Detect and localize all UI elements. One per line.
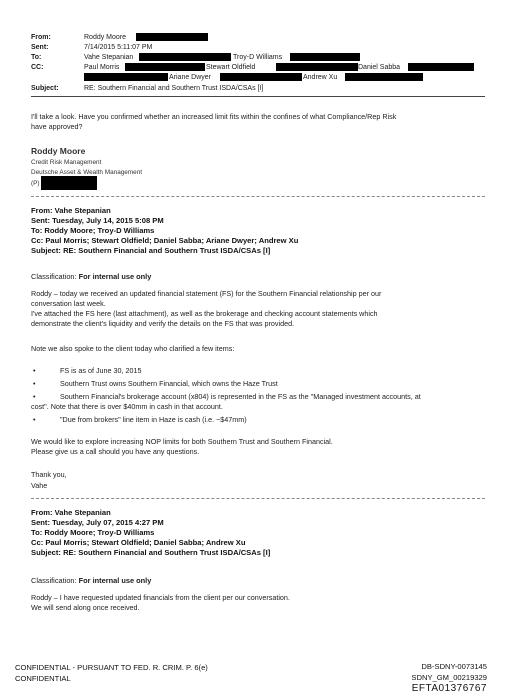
footer-bates-1: DB-SDNY-0073145 <box>421 662 487 671</box>
message-2-p2: Note we also spoke to the client today who clarified a few items: <box>31 344 235 353</box>
message-3-cc: Cc: Paul Morris; Stewart Oldfield; Daniel Sabba; Andrew Xu <box>31 538 246 547</box>
redaction-box <box>290 53 360 61</box>
classification-label: Classification: <box>31 576 79 585</box>
message-2-p1-line-4: demonstrate the client's liquidity and verify the details on the FS that was provided. <box>31 319 295 328</box>
message-3-classification <box>31 576 151 585</box>
footer-efta-number: EFTA01376767 <box>411 683 487 694</box>
message-2-subject: Subject: RE: Southern Financial and Southern Trust ISDA/CSAs [I] <box>31 246 271 255</box>
message-2-to: To: Roddy Moore; Troy-D Williams <box>31 226 155 235</box>
message-2-p1-line-1: Roddy – today we received an updated financial statement (FS) for the Southern Financial relationship per our <box>31 289 382 298</box>
bullet-item-1: FS is as of June 30, 2015 <box>60 366 142 375</box>
reply-text-line-1: I'll take a look. Have you confirmed whether an increased limit fits within the confines of what Compliance/Rep Risk <box>31 112 397 121</box>
header-divider <box>31 96 485 97</box>
from-label: From: <box>31 34 51 41</box>
classification-value: For internal use only <box>78 272 152 281</box>
sent-label: Sent: <box>31 44 49 51</box>
redaction-box <box>276 63 358 71</box>
cc-value-4: Ariane Dwyer <box>169 74 212 81</box>
message-2-from: From: Vahe Stepanian <box>31 206 111 215</box>
cc-value-3: Daniel Sabba <box>358 64 401 71</box>
message-2-p3-line-2: Please give us a call should you have any questions. <box>31 447 200 456</box>
message-divider <box>31 498 485 499</box>
redaction-box <box>345 73 423 81</box>
signature-title: Credit Risk Management <box>31 159 102 166</box>
bullet-item-3-line-2: cost". Note that there is over $40mm in cash in that account. <box>31 402 223 411</box>
cc-label: CC: <box>31 64 44 71</box>
redaction-box <box>220 73 302 81</box>
message-2-p3-line-1: We would like to explore increasing NOP limits for both Southern Trust and Southern Financial. <box>31 437 333 446</box>
footer-confidential-notice: CONFIDENTIAL - PURSUANT TO FED. R. CRIM. P. 6(e) <box>15 663 208 672</box>
signature-org: Deutsche Asset & Wealth Management <box>31 169 143 176</box>
message-3-subject: Subject: RE: Southern Financial and Southern Trust ISDA/CSAs [I] <box>31 548 271 557</box>
message-3-from: From: Vahe Stepanian <box>31 508 111 517</box>
message-2-p1-line-2: conversation last week. <box>31 299 106 308</box>
footer-bates-2: SDNY_GM_00219329 <box>411 673 487 682</box>
classification-value: For internal use only <box>78 576 152 585</box>
message-2-classification <box>31 272 151 281</box>
message-2-sign: Vahe <box>31 481 48 490</box>
cc-value-5: Andrew Xu <box>303 74 338 81</box>
classification-label: Classification: <box>31 272 79 281</box>
redaction-box <box>139 53 231 61</box>
cc-value-2: Stewart Oldfield <box>206 64 256 71</box>
bullet-dot: • <box>33 366 36 375</box>
bullet-item-2: Southern Trust owns Southern Financial, which owns the Haze Trust <box>60 379 278 388</box>
from-value: Roddy Moore <box>84 34 127 41</box>
subject-label: Subject: <box>31 85 59 92</box>
to-label: To: <box>31 54 42 61</box>
bullet-dot: • <box>33 392 36 401</box>
message-2-p1-line-3: I've attached the FS here (last attachment), as well as the brokerage and checking account statements which <box>31 309 378 318</box>
message-3-p1-line-2: We will send along once received. <box>31 603 140 612</box>
to-value-2: Troy-D Williams <box>233 54 283 61</box>
redaction-box <box>84 73 168 81</box>
sent-value: 7/14/2015 5:11:07 PM <box>84 44 153 51</box>
reply-text-line-2: have approved? <box>31 122 83 131</box>
bullet-dot: • <box>33 415 36 424</box>
cc-value-1: Paul Morris <box>84 64 120 71</box>
redaction-box <box>41 176 97 190</box>
subject-value: RE: Southern Financial and Southern Trust ISDA/CSAs [I] <box>84 85 264 92</box>
message-3-p1-line-1: Roddy – I have requested updated financials from the client per our conversation. <box>31 593 290 602</box>
redaction-box <box>125 63 205 71</box>
bullet-dot: • <box>33 379 36 388</box>
footer-confidential: CONFIDENTIAL <box>15 674 71 683</box>
bullet-item-3-line-1: Southern Financial's brokerage account (x804) is represented in the FS as the "Managed investment accounts, at <box>60 392 421 401</box>
message-2-cc: Cc: Paul Morris; Stewart Oldfield; Daniel Sabba; Ariane Dwyer; Andrew Xu <box>31 236 299 245</box>
signature-phone-label: (P) <box>31 180 40 187</box>
message-divider <box>31 196 485 197</box>
signature-name: Roddy Moore <box>31 146 86 156</box>
bullet-item-4: "Due from brokers" line item in Haze is cash (i.e. ~$47mm) <box>60 415 247 424</box>
to-value-1: Vahe Stepanian <box>84 54 134 61</box>
message-2-sent: Sent: Tuesday, July 14, 2015 5:08 PM <box>31 216 164 225</box>
message-3-to: To: Roddy Moore; Troy-D Williams <box>31 528 155 537</box>
redaction-box <box>408 63 474 71</box>
message-3-sent: Sent: Tuesday, July 07, 2015 4:27 PM <box>31 518 164 527</box>
redaction-box <box>136 33 208 41</box>
message-2-thanks: Thank you, <box>31 470 67 479</box>
